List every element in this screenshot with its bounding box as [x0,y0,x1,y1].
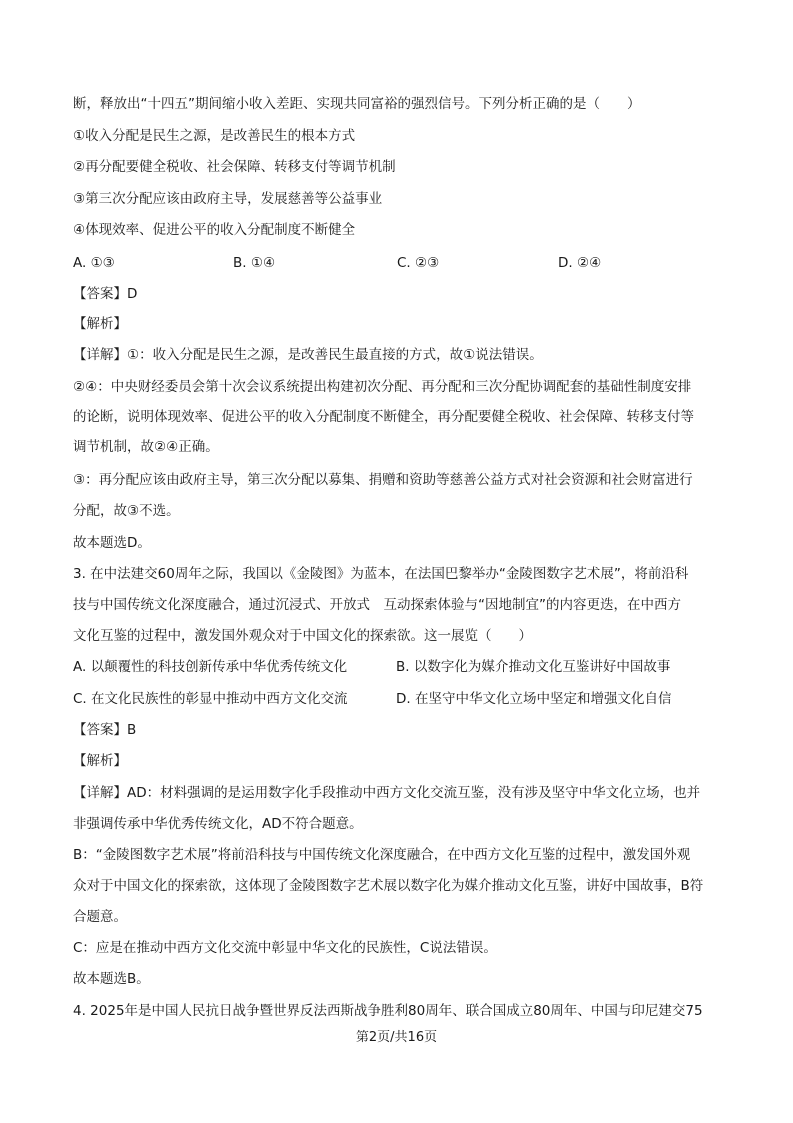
q3-analysis-label: 【解析】 [73,753,127,769]
q2-explain-line: 分配，故③不选。 [73,503,180,519]
q3-stem-line: 文化互鉴的过程中，激发国外观众对于中国文化的探索欲。这一展览（ ） [73,628,532,644]
q2-explain-line: 调节机制，故②④正确。 [73,439,219,455]
q2-answer: 【答案】D [73,286,138,302]
q2-option-a: A. ①③ [73,255,115,271]
q2-explain-line: ②④：中央财经委员会第十次会议系统提出构建初次分配、再分配和三次分配协调配套的基础性制度安排 [73,379,692,395]
q2-analysis-label: 【解析】 [73,316,127,332]
q2-option-b: B. ①④ [233,255,276,271]
q3-stem-line: 技与中国传统文化深度融合，通过沉浸式、开放式 互动探索体验与“因地制宜”的内容更迭，在中西方 [73,597,681,613]
page-number: 第2页/共16页 [355,1030,438,1045]
q2-item-4: ④体现效率、促进公平的收入分配制度不断健全 [73,222,356,238]
q2-option-d: D. ②④ [558,255,602,271]
q3-explain-line: 非强调传承中华优秀传统文化，AD不符合题意。 [73,816,363,832]
q2-explain-line: 【详解】①：收入分配是民生之源，是改善民生最直接的方式，故①说法错误。 [73,347,543,363]
q2-option-c: C. ②③ [397,255,440,271]
q3-explain-line: B：“金陵图数字艺术展”将前沿科技与中国传统文化深度融合，在中西方文化互鉴的过程中，激发国外观 [73,847,691,863]
q3-stem-line: 3. 在中法建交60周年之际，我国以《金陵图》为蓝本，在法国巴黎举办“金陵图数字艺术展”，将前沿科 [73,566,689,582]
q3-explain-line: C：应是在推动中西方文化交流中彰显中华文化的民族性，C说法错误。 [73,940,497,956]
q3-answer: 【答案】B [73,722,137,738]
q2-conclusion: 故本题选D。 [73,535,151,551]
q2-stem-end: 断，释放出“十四五”期间缩小收入差距、实现共同富裕的强烈信号。下列分析正确的是（ ） [73,96,641,112]
q3-option-a: A. 以颠覆性的科技创新传承中华优秀传统文化 [73,659,348,675]
q2-explain-line: 的论断，说明体现效率、促进公平的收入分配制度不断健全，再分配要健全税收、社会保障、转移支付等 [73,409,694,425]
q3-conclusion: 故本题选B。 [73,971,150,987]
q2-explain-line: ③：再分配应该由政府主导，第三次分配以募集、捐赠和资助等慈善公益方式对社会资源和社会财富进行 [73,472,693,488]
q2-item-3: ③第三次分配应该由政府主导，发展慈善等公益事业 [73,191,383,207]
q3-explain-line: 众对于中国文化的探索欲，这体现了金陵图数字艺术展以数字化为媒介推动文化互鉴，讲好中国故事，B符 [73,878,704,894]
q3-explain-line: 合题意。 [73,909,127,925]
q2-item-2: ②再分配要健全税收、社会保障、转移支付等调节机制 [73,159,396,175]
q2-item-1: ①收入分配是民生之源，是改善民生的根本方式 [73,128,356,144]
q3-option-b: B. 以数字化为媒介推动文化互鉴讲好中国故事 [396,659,671,675]
q3-explain-line: 【详解】AD：材料强调的是运用数字化手段推动中西方文化交流互鉴，没有涉及坚守中华文化立场，也并 [73,785,701,801]
q4-stem-start: 4. 2025年是中国人民抗日战争暨世界反法西斯战争胜利80周年、联合国成立80周年、中国与印尼建交75 [73,1003,703,1019]
q3-option-c: C. 在文化民族性的彰显中推动中西方文化交流 [73,691,348,707]
q3-option-d: D. 在坚守中华文化立场中坚定和增强文化自信 [396,691,672,707]
